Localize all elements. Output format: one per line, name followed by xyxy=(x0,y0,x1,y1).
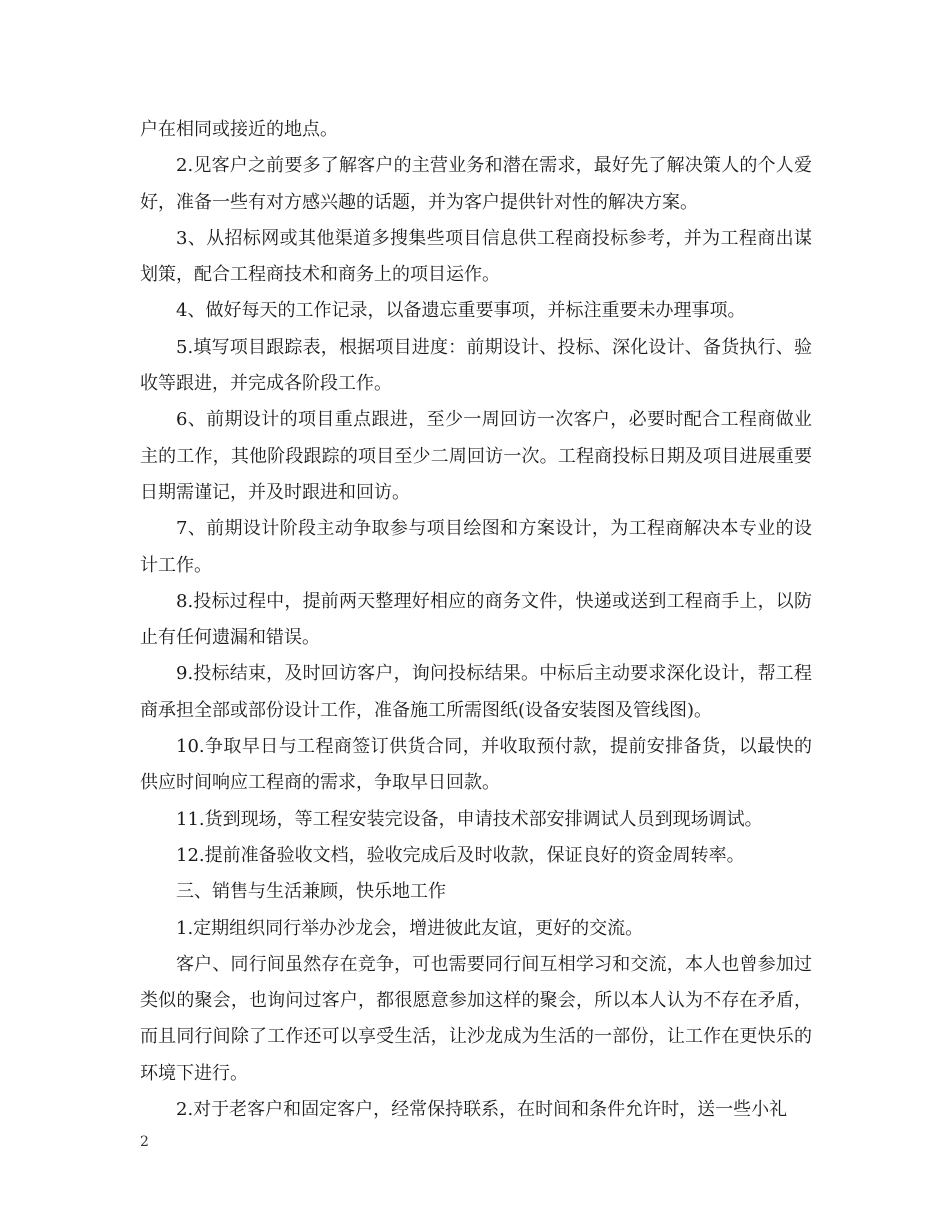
paragraph-section3-item-2: 2.对于老客户和固定客户，经常保持联系，在时间和条件允许时，送一些小礼 xyxy=(176,1099,788,1121)
page-number: 2 xyxy=(140,1134,149,1150)
document-body xyxy=(140,112,812,1128)
paragraph-item-12: 12.提前准备验收文档，验收完成后及时收款，保证良好的资金周转率。 xyxy=(176,844,745,866)
paragraph-section3-item-1: 1.定期组织同行举办沙龙会，增进彼此友谊，更好的交流。 xyxy=(176,917,644,939)
paragraph-item-11: 11.货到现场，等工程安装完设备，申请技术部安排调试人员到现场调试。 xyxy=(176,808,763,830)
paragraph-item-3: 3、从招标网或其他渠道多搜集些项目信息供工程商投标参考，并为工程商出谋划策，配合工程商技术和商务上的项目运作。 xyxy=(140,227,812,286)
paragraph-item-4: 4、做好每天的工作记录，以备遗忘重要事项，并标注重要未办理事项。 xyxy=(176,300,746,322)
paragraph-item-10: 10.争取早日与工程商签订供货合同，并收取预付款，提前安排备货，以最快的供应时间响应工程商的需求，争取早日回款。 xyxy=(140,736,812,794)
paragraph-item-5: 5.填写项目跟踪表，根据项目进度：前期设计、投标、深化设计、备货执行、验收等跟进，并完成各阶段工作。 xyxy=(140,336,812,395)
paragraph-item-8: 8.投标过程中，提前两天整理好相应的商务文件，快递或送到工程商手上，以防止有任何遗漏和错误。 xyxy=(140,590,812,649)
section-heading: 三、销售与生活兼顾，快乐地工作 xyxy=(176,881,446,903)
paragraph-item-6: 6、前期设计的项目重点跟进，至少一周回访一次客户，必要时配合工程商做业主的工作，其他阶段跟踪的项目至少二周回访一次。工程商投标日期及项目进展重要日期需谨记，并及时跟进和回访。 xyxy=(140,409,812,503)
paragraph-explanation: 客户、同行间虽然存在竞争，可也需要同行间互相学习和交流，本人也曾参加过类似的聚会，也询问过客户，都很愿意参加这样的聚会，所以本人认为不存在矛盾，而且同行间除了工作还可以享受生活，让沙龙成为生活的一部份，让工作在更快乐的环境下进行。 xyxy=(140,953,812,1084)
paragraph-item-2: 2.见客户之前要多了解客户的主营业务和潜在需求，最好先了解决策人的个人爱好，准备一些有对方感兴趣的话题，并为客户提供针对性的解决方案。 xyxy=(140,155,812,213)
paragraph-continuation: 户在相同或接近的地点。 xyxy=(140,119,338,140)
paragraph-item-9: 9.投标结束，及时回访客户，询问投标结果。中标后主动要求深化设计，帮工程商承担全部或部份设计工作，准备施工所需图纸(设备安装图及管线图)。 xyxy=(140,663,812,721)
paragraph-item-7: 7、前期设计阶段主动争取参与项目绘图和方案设计，为工程商解决本专业的设计工作。 xyxy=(140,518,812,576)
